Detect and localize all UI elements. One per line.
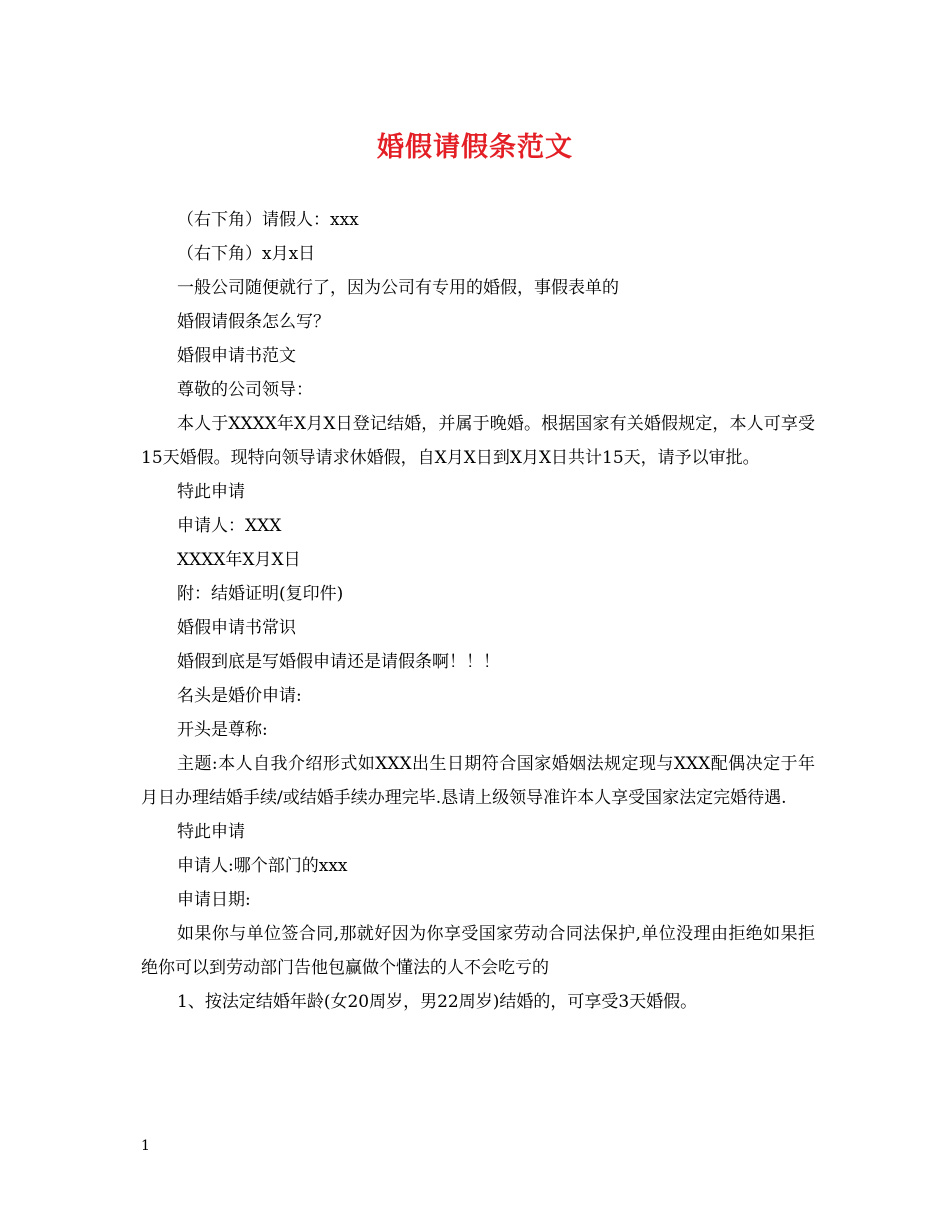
paragraph: 婚假申请书常识 bbox=[177, 618, 296, 638]
paragraph: 婚假申请书范文 bbox=[177, 346, 296, 366]
paragraph: 开头是尊称: bbox=[177, 720, 268, 740]
page-number: 1 bbox=[141, 1138, 150, 1154]
paragraph: （右下角）请假人：xxx bbox=[177, 210, 359, 230]
paragraph: 申请日期: bbox=[177, 890, 251, 910]
paragraph: 申请人:哪个部门的xxx bbox=[177, 856, 348, 876]
paragraph: 主题:本人自我介绍形式如XXX出生日期符合国家婚姻法规定现与XXX配偶决定于年月日办理结婚手续/或结婚手续办理完毕.恳请上级领导准许本人享受国家法定完婚待遇. bbox=[141, 754, 815, 808]
paragraph: 婚假请假条怎么写？ bbox=[177, 312, 330, 332]
paragraph: 附：结婚证明(复印件) bbox=[177, 584, 344, 604]
page-title: 婚假请假条范文 bbox=[377, 132, 573, 163]
paragraph: 特此申请 bbox=[177, 822, 245, 842]
paragraph: 如果你与单位签合同,那就好因为你享受国家劳动合同法保护,单位没理由拒绝如果拒绝你可以到劳动部门告他包赢做个懂法的人不会吃亏的 bbox=[141, 924, 815, 978]
paragraph: 一般公司随便就行了，因为公司有专用的婚假，事假表单的 bbox=[177, 278, 619, 298]
paragraph: （右下角）x月x日 bbox=[177, 244, 316, 264]
paragraph: XXXX年X月X日 bbox=[177, 550, 301, 570]
paragraph: 尊敬的公司领导： bbox=[177, 380, 313, 400]
paragraph: 本人于XXXX年X月X日登记结婚，并属于晚婚。根据国家有关婚假规定，本人可享受15天婚假。现特向领导请求休婚假，自X月X日到X月X日共计15天，请予以审批。 bbox=[141, 414, 815, 468]
paragraph: 婚假到底是写婚假申请还是请假条啊！！！ bbox=[177, 652, 500, 672]
paragraph: 1、按法定结婚年龄(女20周岁，男22周岁)结婚的，可享受3天婚假。 bbox=[177, 992, 698, 1012]
paragraph: 特此申请 bbox=[177, 482, 245, 502]
paragraph: 名头是婚价申请: bbox=[177, 686, 302, 706]
paragraph: 申请人：XXX bbox=[177, 516, 282, 536]
document-body bbox=[141, 203, 815, 1019]
